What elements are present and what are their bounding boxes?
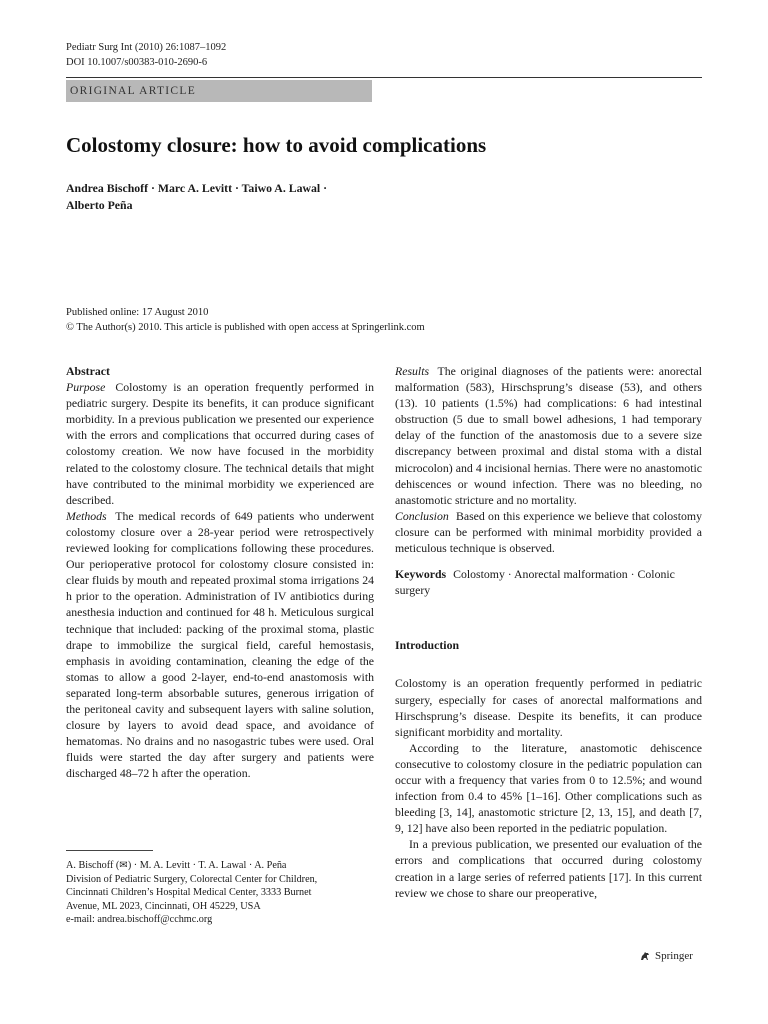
introduction-heading: Introduction — [395, 638, 460, 653]
conclusion-label: Conclusion — [395, 508, 449, 523]
abstract-heading: Abstract — [66, 364, 110, 378]
introduction-paragraph-3: In a previous publication, we presented our evaluation of the errors and complications that occurred during colostomy creation in a large series of referred patients [17]. In this current review we chose to share our preoperative, — [395, 837, 702, 900]
results-text: The original diagnoses of the patients were: anorectal malformation (583), Hirschsprung’s disease (53), and others (13). 10 patients (1.5%) had complications: 6 had intestinal obstruction (5 due to small bowel adhesions, 1 had temporary delay of the function of the anastomosis due to a severe size discrepancy between proximal and distal stoma with a distal microcolon) and 4 incisional hernias. There were no anastomotic dehiscences or wound infection. There was no bleeding, no anastomotic stricture and no mortality. — [395, 364, 702, 507]
introduction-paragraph-2: According to the literature, anastomotic dehiscence consecutive to colostomy closure in the pediatric population can occur with a frequency that varies from 0 to 12.5%; and wound infection from 0.4 to 45% [1–16]. Other complications such as bleeding [3, 14], anastomotic stricture [2, 13, 15], and death [7, 9, 12] have also been reported in the pediatric population. — [395, 740, 702, 836]
purpose-label: Purpose — [66, 380, 106, 395]
publisher-name: Springer — [655, 950, 693, 962]
keywords-text: Colostomy · Anorectal malformation · Colonic surgery — [395, 567, 675, 598]
introduction-paragraph-1: Colostomy is an operation frequently performed in pediatric surgery, especially for cases of anorectal malformations and Hirschsprung’s disease. Despite its benefits, it can produce significant morbidity and mortality. — [395, 676, 702, 739]
footnote-affiliation-line-1: Division of Pediatric Surgery, Colorectal Center for Children, — [66, 873, 318, 885]
results-label: Results — [395, 364, 430, 378]
footnote-email[interactable]: e-mail: andrea.bischoff@cchmc.org — [66, 914, 213, 926]
abstract-results — [395, 363, 702, 508]
footnote-rule — [66, 850, 153, 851]
article-type-banner: ORIGINAL ARTICLE — [66, 80, 372, 102]
author-line-1: Andrea Bischoff · Marc A. Levitt · Taiwo A. Lawal · — [66, 181, 328, 195]
author-line-2: Alberto Peña — [66, 198, 133, 212]
keywords-label: Keywords — [395, 567, 447, 582]
journal-header — [66, 40, 226, 70]
header-rule — [66, 77, 702, 78]
purpose-text: Colostomy is an operation frequently performed in pediatric surgery. Despite its benefits, it can produce significant morbidity. In a previous publication we presented our experience with the errors and complications that occurred during cases of colostomy creation. We now have focused in the morbidity related to the colostomy closure. The technical details that might have contributed to the minimal morbidity we experienced are described. — [66, 380, 374, 507]
author-affiliation-footnote — [66, 859, 376, 927]
springer-horse-icon — [639, 950, 651, 962]
publication-info — [66, 305, 425, 335]
abstract-purpose — [66, 379, 374, 508]
journal-citation: Pediatr Surg Int (2010) 26:1087–1092 — [66, 42, 227, 53]
abstract-column — [66, 363, 374, 781]
doi[interactable]: DOI 10.1007/s00383-010-2690-6 — [66, 57, 208, 68]
methods-label: Methods — [66, 508, 107, 523]
footnote-affiliation-line-2: Cincinnati Children’s Hospital Medical Center, 3333 Burnet — [66, 887, 312, 899]
methods-text: The medical records of 649 patients who underwent colostomy closure over a 28-year period were retrospectively reviewed looking for complications following these procedures. Our perioperative protocol for colostomy closure consisted in: clear fluids by mouth and repeated proximal stoma irrigations 24 h prior to the operation. Administration of IV antibiotics during anesthesia induction and continued for 48 h. Meticulous surgical technique that included: packing of the proximal stoma, plastic drape to immobilize the surgical field, careful hemostasis, emphasis in avoiding contamination, cleaning the edge of the stomas to allow a good 2-layer, end-to-end anastomosis with separated long-term absorbable sutures, generous irrigation of the peritoneal cavity and subsequent layers with saline solution, closure by layers to avoid dead space, and avoidance of hematomas. No drains and no nasogastric tubes were used. Oral fluids were started the day after surgery and patients were discharged 48–72 h after the operation. — [66, 508, 374, 781]
footnote-authors: A. Bischoff (✉) · M. A. Levitt · T. A. Lawal · A. Peña — [66, 860, 287, 871]
keywords — [395, 566, 702, 598]
copyright-notice: © The Author(s) 2010. This article is published with open access at Springerlink.com — [66, 322, 425, 333]
author-list — [66, 180, 386, 214]
published-date: Published online: 17 August 2010 — [66, 307, 209, 318]
right-column — [395, 363, 702, 901]
footnote-affiliation-line-3: Avenue, ML 2023, Cincinnati, OH 45229, USA — [66, 900, 261, 912]
abstract-conclusion — [395, 508, 702, 556]
conclusion-text: Based on this experience we believe that colostomy closure can be performed with minimal morbidity provided a meticulous technique is observed. — [395, 508, 702, 556]
abstract-methods — [66, 508, 374, 782]
article-title: Colostomy closure: how to avoid complications — [66, 133, 487, 157]
publisher-mark — [639, 950, 693, 962]
